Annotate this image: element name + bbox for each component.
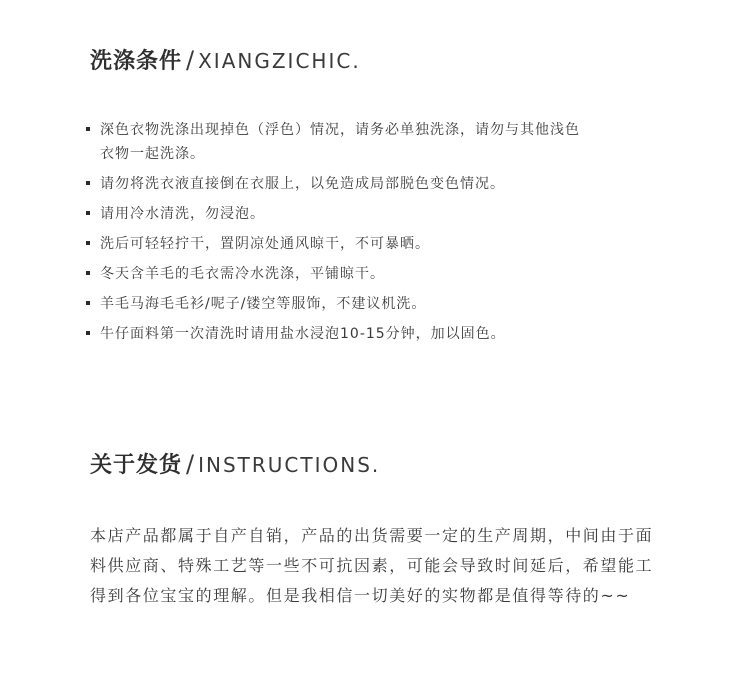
wash-section-title [90,44,361,75]
list-item-text: 请勿将洗衣液直接倒在衣服上，以免造成局部脱色变色情况。 [100,176,505,192]
list-item-text: 冬天含羊毛的毛衣需冷水洗涤，平铺晾干。 [100,266,385,282]
shipping-title-english: INSTRUCTIONS. [198,453,381,477]
list-item-text: 牛仔面料第一次清洗时请用盐水浸泡10-15分钟，加以固色。 [100,326,506,342]
bullet-square-icon [86,181,90,185]
shipping-title-chinese: 关于发货 [90,453,183,478]
list-item-text: 请用冷水清洗，勿浸泡。 [100,206,265,222]
list-item-text: 羊毛马海毛毛衫/呢子/镂空等服饰，不建议机洗。 [100,296,427,312]
bullet-square-icon [86,331,90,335]
list-item-text: 洗后可轻轻拧干，置阴凉处通风晾干，不可暴晒。 [100,236,430,252]
shipping-body-text: 本店产品都属于自产自销，产品的出货需要一定的生产周期，中间由于面料供应商、特殊工艺等一些不可抗因素，可能会导致时间延后，希望能工得到各位宝宝的理解。但是我相信一切美好的实物都是值得等待的~~ [90,526,654,605]
bullet-square-icon [86,127,90,131]
list-item [86,322,646,346]
bullet-square-icon [86,301,90,305]
list-item-text: 深色衣物洗涤出现掉色（浮色）情况，请务必单独洗涤，请勿与其他浅色衣物一起洗涤。 [100,122,580,162]
list-item [86,232,646,256]
wash-title-slash: / [186,46,195,74]
shipping-section-title [90,448,380,479]
bullet-square-icon [86,241,90,245]
list-item [86,202,646,226]
list-item [86,172,646,196]
shipping-title-slash: / [186,450,195,478]
wash-instructions-list [86,118,646,352]
list-item [86,262,646,286]
bullet-square-icon [86,271,90,275]
list-item [86,118,590,166]
wash-title-chinese: 洗涤条件 [90,49,183,74]
bullet-square-icon [86,211,90,215]
wash-title-english: XIANGZICHIC. [198,49,361,73]
list-item [86,292,646,316]
